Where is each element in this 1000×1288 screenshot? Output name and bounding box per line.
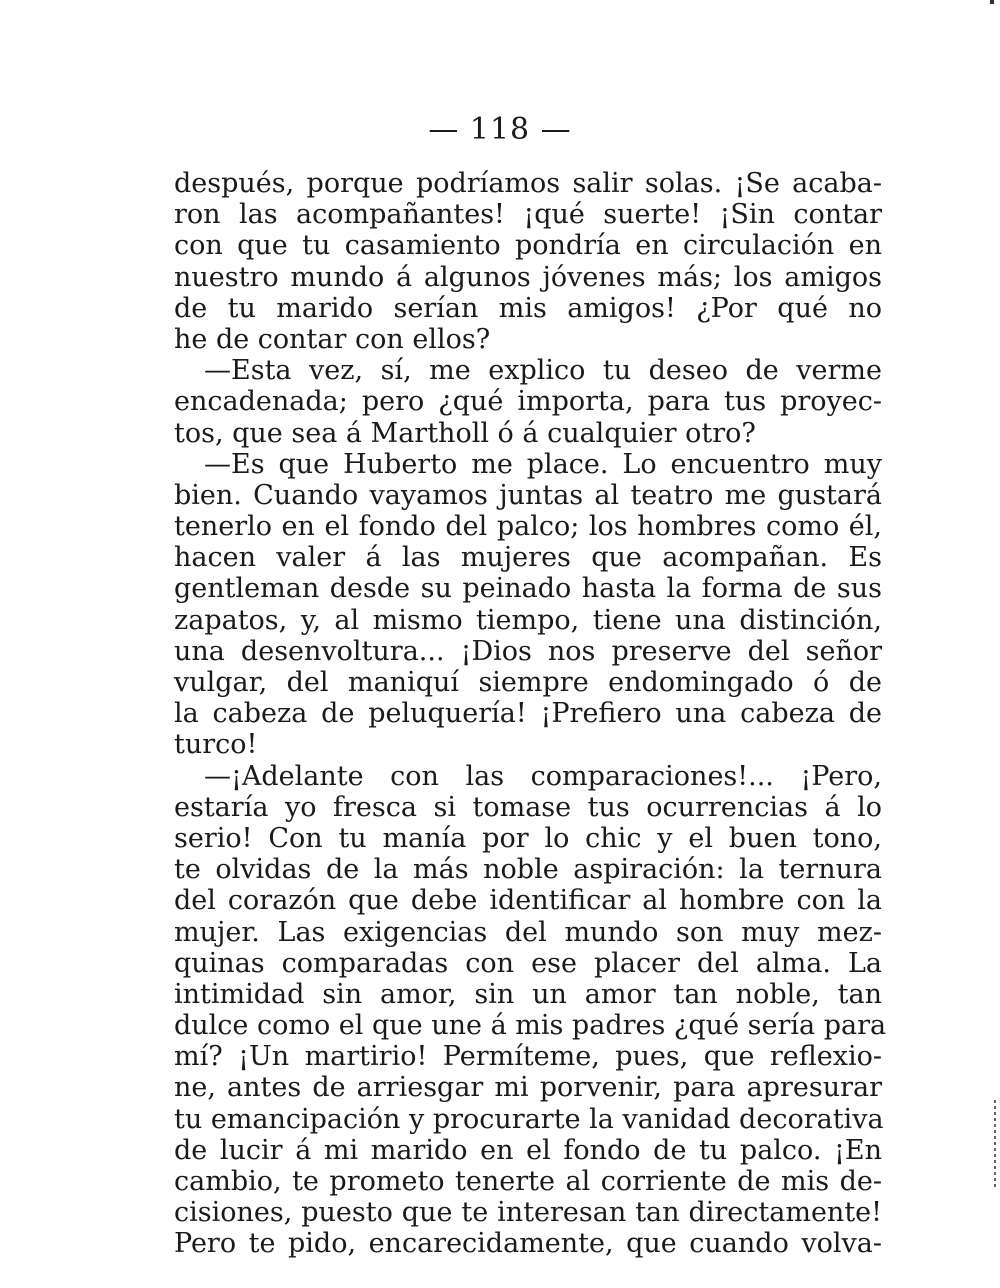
text-line: —Esta vez, sí, me explico tu deseo de verme <box>204 355 882 387</box>
text-line: —Es que Huberto me place. Lo encuentro muy <box>204 448 882 480</box>
text-line: Pero te pido, encarecidamente, que cuando volva- <box>174 1228 882 1260</box>
text-line: la cabeza de peluquería! ¡Prefiero una cabeza de <box>174 698 882 730</box>
text-line: ne, antes de arriesgar mi porvenir, para apresurar <box>174 1072 882 1104</box>
text-line: gentleman desde su peinado hasta la forma de sus <box>174 573 882 605</box>
text-line: —¡Adelante con las comparaciones!... ¡Pero, <box>204 760 882 792</box>
text-line: una desenvoltura... ¡Dios nos preserve del señor <box>174 635 882 667</box>
text-line: cambio, te prometo tenerte al corriente de mis de- <box>174 1166 882 1197</box>
text-line: tos, que sea á Martholl ó á cualquier otro? <box>174 417 756 449</box>
text-line: tu emancipación y procurarte la vanidad decorativa <box>174 1103 884 1135</box>
text-line: ron las acompañantes! ¡qué suerte! ¡Sin contar <box>174 199 882 231</box>
text-line: mí? ¡Un martirio! Permíteme, pues, que reflexio- <box>174 1041 882 1073</box>
text-line: tenerlo en el fondo del palco; los hombres como él, <box>174 511 882 543</box>
text-line: de lucir á mi marido en el fondo de tu palco. ¡En <box>174 1134 882 1166</box>
text-line: después, porque podríamos salir solas. ¡Se acaba- <box>174 168 882 199</box>
text-line: cisiones, puesto que te interesan tan directamente! <box>174 1197 882 1229</box>
text-line: zapatos, y, al mismo tiempo, tiene una distinción, <box>174 604 882 636</box>
text-line: intimidad sin amor, sin un amor tan noble, tan <box>174 978 882 1010</box>
text-line: vulgar, del maniquí siempre endomingado ó de <box>174 667 882 698</box>
text-line: mujer. Las exigencias del mundo son muy mez- <box>174 916 882 948</box>
text-line: bien. Cuando vayamos juntas al teatro me gustará <box>174 479 882 511</box>
text-line: quinas comparadas con ese placer del alma. La <box>174 947 882 979</box>
scan-edge-mark <box>994 1100 996 1190</box>
text-line: estaría yo fresca si tomase tus ocurrencias á lo <box>174 791 882 823</box>
body-text <box>174 168 887 1260</box>
text-line: turco! <box>174 729 258 761</box>
text-line: de tu marido serían mis amigos! ¿Por qué no <box>174 292 882 324</box>
text-line: serio! Con tu manía por lo chic y el buen tono, <box>174 822 882 854</box>
text-line: nuestro mundo á algunos jóvenes más; los amigos <box>174 261 882 293</box>
text-line: te olvidas de la más noble aspiración: la ternura <box>174 854 882 886</box>
text-line: he de contar con ellos? <box>174 323 491 355</box>
scan-corner-mark <box>990 0 994 4</box>
page-number: — 118 — <box>428 112 572 147</box>
text-line: hacen valer á las mujeres que acompañan. Es <box>174 542 882 574</box>
text-line: dulce como el que une á mis padres ¿qué sería para <box>174 1010 887 1042</box>
text-line: del corazón que debe identificar al hombre con la <box>174 885 882 917</box>
text-line: encadenada; pero ¿qué importa, para tus proyec- <box>174 386 882 418</box>
text-line: con que tu casamiento pondría en circulación en <box>174 230 882 262</box>
